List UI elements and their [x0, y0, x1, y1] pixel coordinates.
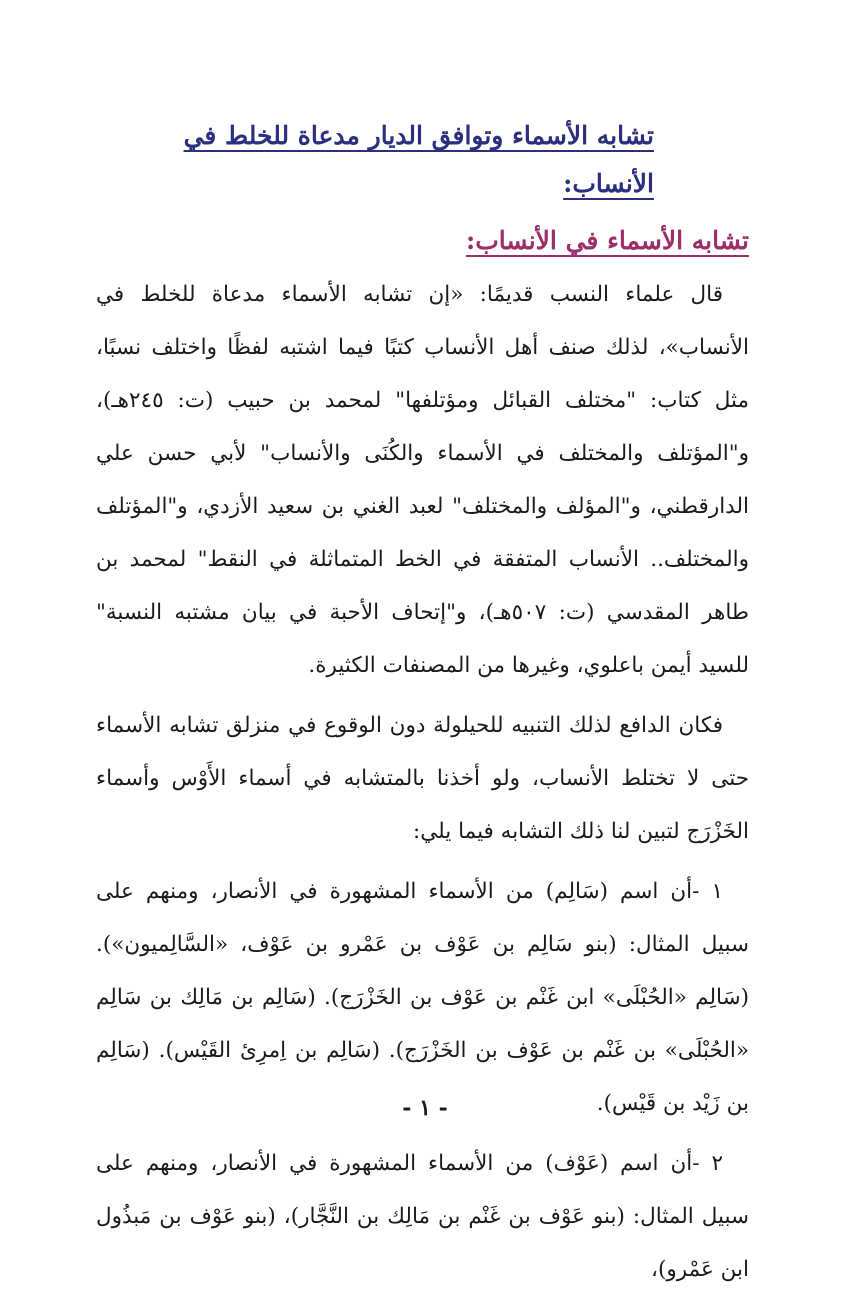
paragraph-motivation: فكان الدافع لذلك التنبيه للحيلولة دون الوقوع في منزلق تشابه الأسماء حتى لا تختلط الأنساب، ولو أخذنا بالمتشابه في أسماء الأَوْس وأسماء الخَزْرَج لتبين لنا ذلك التشابه فيما يلي: — [96, 713, 749, 844]
page-number: - ١ - — [402, 1095, 448, 1121]
section-title-text: تشابه الأسماء في الأنساب: — [466, 226, 749, 255]
main-title-text: تشابه الأسماء وتوافق الديار مدعاة للخلط في الأنساب: — [183, 121, 654, 198]
paragraph-item-1: ١ -أن اسم (سَالِم) من الأسماء المشهورة في الأنصار، ومنهم على سبيل المثال: (بنو سَالِم بن عَوْف بن عَمْرو بن عَوْف، «السَّالِميون»). (سَالِم «الحُبْلَى» ابن غَنْم بن عَوْف بن الخَزْرَج). (سَالِم بن مَالِك بن سَالِم «الحُبْلَى» بن غَنْم بن عَوْف بن الخَزْرَج). (سَالِم بن اِمرِئ القَيْس). (سَالِم بن زَيْد بن قَيْس). — [96, 879, 749, 1116]
paragraph-intro: قال علماء النسب قديمًا: «إن تشابه الأسماء مدعاة للخلط في الأنساب»، لذلك صنف أهل الأنساب كتبًا فيما اشتبه لفظًا واختلف نسبًا، مثل كتاب: "مختلف القبائل ومؤتلفها" لمحمد بن حبيب (ت: ٢٤٥هـ)، و"المؤتلف والمختلف في الأسماء والكُنَى والأنساب" لأبي حسن علي الدارقطني، و"المؤلف والمختلف" لعبد الغني بن سعيد الأزدي، و"المؤتلف والمختلف.. الأنساب المتفقة في الخط المتماثلة في النقط" لمحمد بن طاهر المقدسي (ت: ٥٠٧هـ)، و"إتحاف الأحبة في بيان مشتبه النسبة" للسيد أيمن باعلوي، وغيرها من المصنفات الكثيرة. — [96, 282, 749, 678]
main-title — [96, 112, 749, 208]
document-page — [96, 112, 749, 1303]
section-title — [96, 218, 749, 264]
paragraph-item-2: ٢ -أن اسم (عَوْف) من الأسماء المشهورة في الأنصار، ومنهم على سبيل المثال: (بنو عَوْف بن غَنْم بن مَالِك بن النَّجَّار)، (بنو عَوْف بن مَبذُول ابن عَمْرو)، — [96, 1151, 749, 1282]
